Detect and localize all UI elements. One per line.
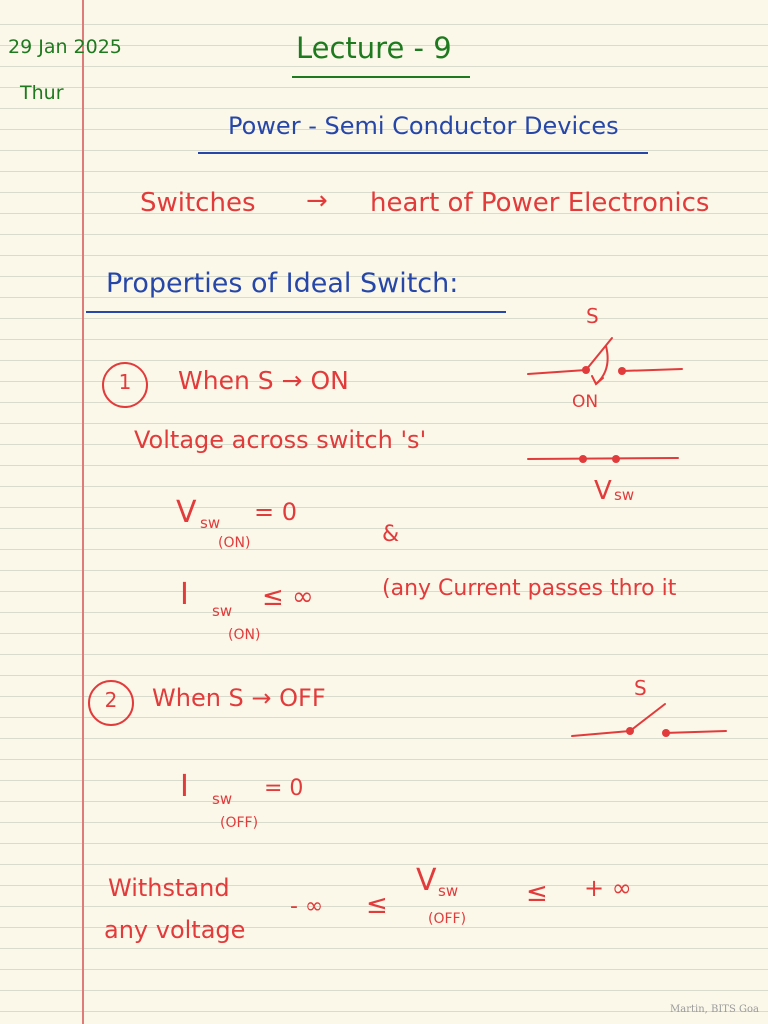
any-current-note: (any Current passes thro it [382,576,677,601]
i-on-main: I [180,577,189,612]
statement-heart: heart of Power Electronics [370,188,710,218]
lower-bound: - ∞ [290,894,324,919]
i-off-main: I [180,769,189,804]
v-off-sub: sw [438,882,459,900]
item-2-number: 2 [104,688,118,712]
le-sign-1: ≤ [366,890,388,920]
day-text: Thur [20,82,64,104]
withstand-text: Withstand [108,874,230,902]
i-on-sub: sw [212,602,233,620]
v-off-sub2: (OFF) [428,911,467,927]
le-sign-2: ≤ [526,878,548,908]
statement-arrow: → [306,186,328,216]
i-off-sub2: (OFF) [220,815,259,831]
switch-on-s-label: S [586,304,599,328]
i-off-sub: sw [212,790,233,808]
date-text: 29 Jan 2025 [8,36,122,58]
i-off-relation: = 0 [264,776,304,801]
switch-on-state-label: ON [572,392,599,412]
item-1-condition: When S → ON [178,366,349,395]
v-on-sub: sw [200,514,221,532]
i-on-sub2: (ON) [228,627,261,643]
switch-off-s-label: S [634,676,647,700]
i-on-relation: ≤ ∞ [262,582,314,612]
and-sign: & [382,522,400,547]
v-on-sub2: (ON) [218,535,251,551]
any-voltage-text: any voltage [104,916,246,944]
item-2-condition: When S → OFF [152,684,326,712]
item-1-number: 1 [118,370,132,394]
statement-switches: Switches [140,188,256,218]
voltage-across-text: Voltage across switch 's' [134,426,427,454]
v-on-main: V [176,495,197,530]
switch-vsw-sub: sw [614,486,635,504]
lecture-title: Lecture - 9 [296,31,452,65]
upper-bound: + ∞ [584,874,632,902]
switch-vsw-main: V [594,476,612,506]
v-on-relation: = 0 [254,498,298,526]
watermark: Martin, BITS Goa [670,1004,759,1015]
v-off-main: V [416,863,437,898]
topic-heading: Power - Semi Conductor Devices [228,112,619,140]
properties-heading: Properties of Ideal Switch: [106,268,459,299]
